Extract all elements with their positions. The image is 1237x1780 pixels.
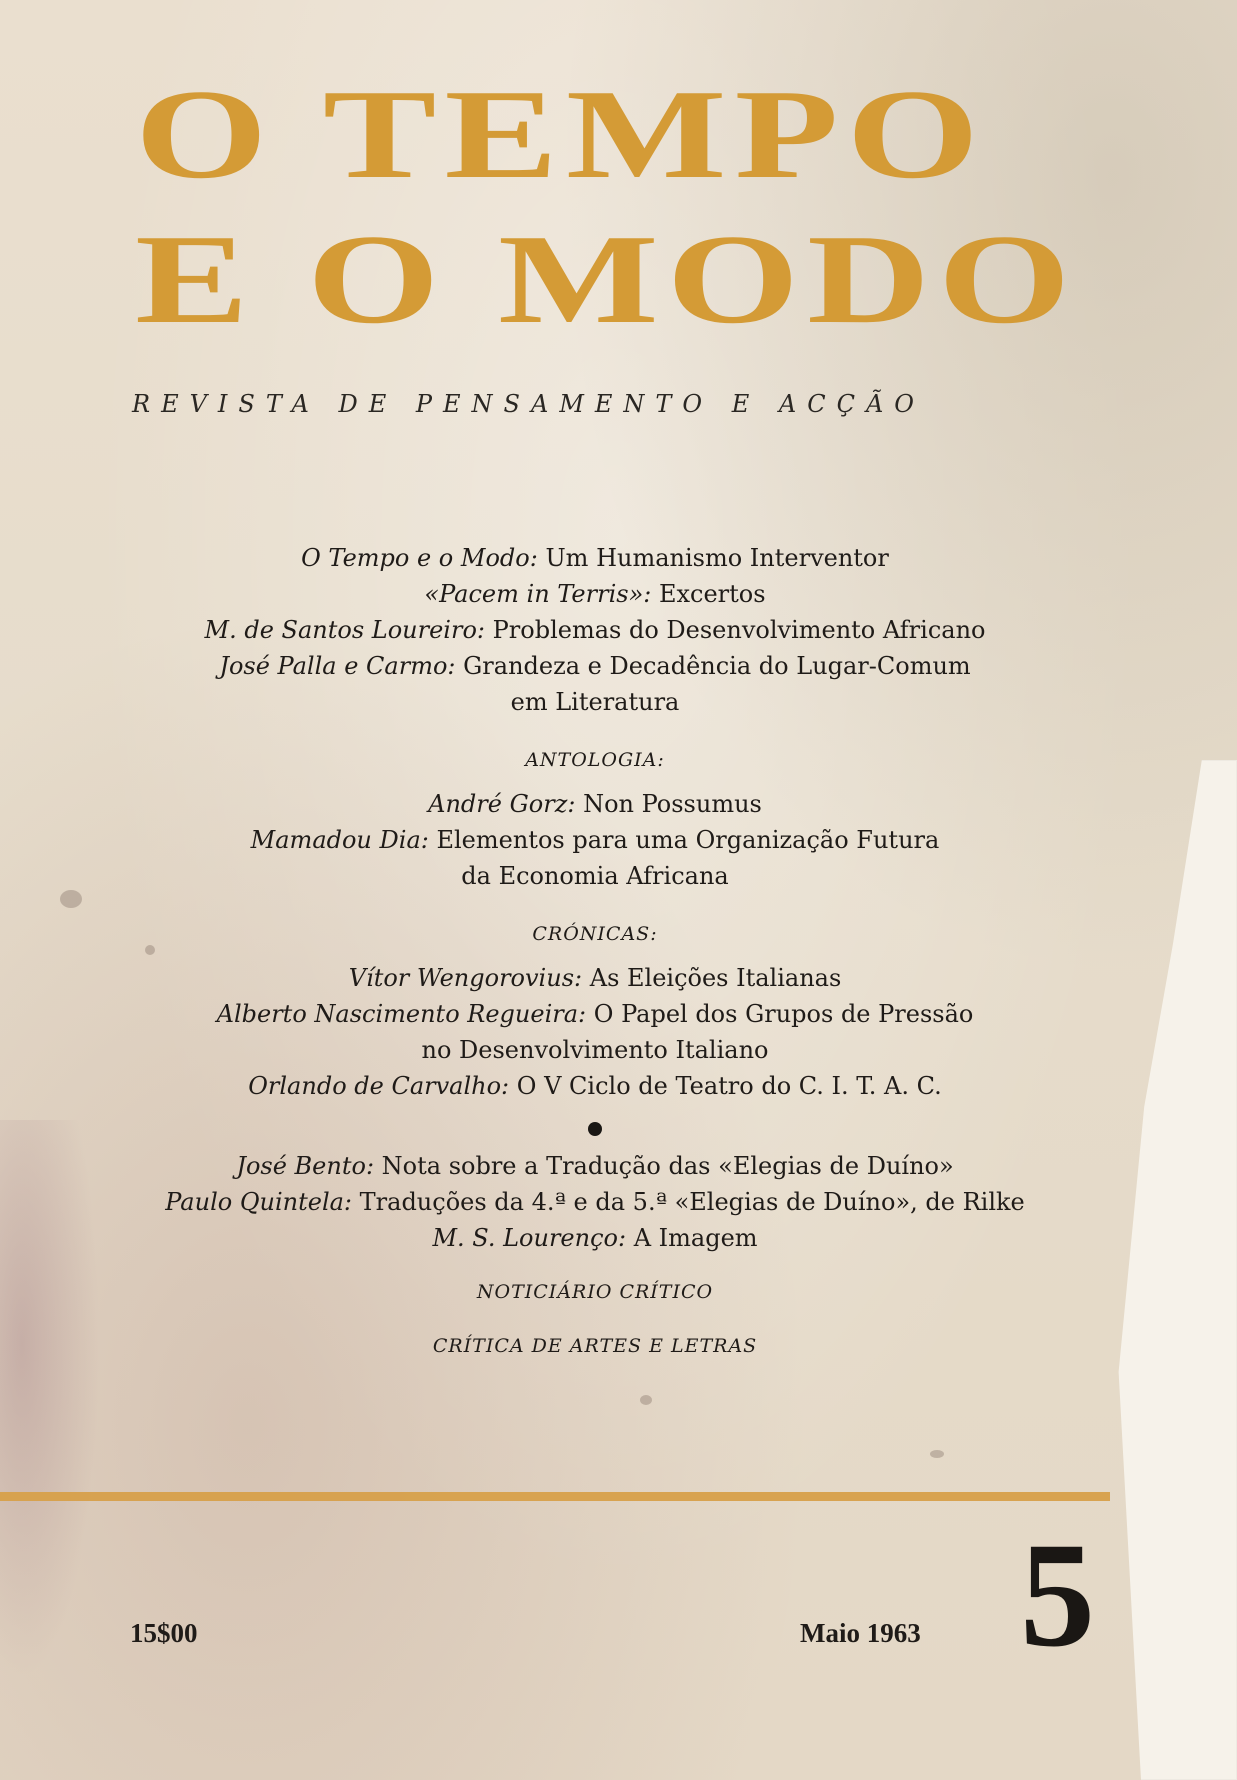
- toc-entry: [105, 540, 1085, 576]
- horizontal-rule: [0, 1492, 1110, 1501]
- toc-title: Nota sobre a Tradução das «Elegias de Duíno»: [381, 1152, 954, 1180]
- masthead-line-2: E O MODO: [135, 208, 1079, 350]
- issue-number: 5: [1020, 1512, 1095, 1678]
- toc-continuation: no Desenvolvimento Italiano: [421, 1036, 769, 1064]
- toc-entry: [105, 822, 1085, 858]
- toc-author: Orlando de Carvalho:: [248, 1072, 510, 1100]
- paper-speck: [640, 1395, 652, 1405]
- section-noticiario: NOTICIÁRIO CRÍTICO: [476, 1281, 714, 1303]
- toc-title: Non Possumus: [583, 790, 762, 818]
- toc-author: Vítor Wengorovius:: [348, 964, 583, 992]
- toc-author: M. de Santos Loureiro:: [204, 616, 485, 644]
- bullet-separator: [588, 1122, 602, 1136]
- toc-entry: [105, 960, 1085, 996]
- spacer: [105, 894, 1085, 900]
- toc-entry: [105, 1148, 1085, 1184]
- toc-continuation: da Economia Africana: [461, 862, 729, 890]
- toc-title: Excertos: [658, 580, 766, 608]
- table-of-contents: [105, 540, 1085, 1364]
- toc-entry: [105, 1220, 1085, 1256]
- toc-entry: [105, 648, 1085, 684]
- paper-speck: [145, 945, 155, 955]
- paper-speck: [60, 890, 82, 908]
- masthead-line-1: O TEMPO: [135, 63, 987, 205]
- section-critica: CRÍTICA DE ARTES E LETRAS: [432, 1335, 758, 1357]
- toc-title: O Papel dos Grupos de Pressão: [593, 1000, 974, 1028]
- section-heading-antologia: ANTOLOGIA:: [525, 749, 665, 771]
- toc-title: A Imagem: [633, 1224, 758, 1252]
- toc-continuation: em Literatura: [510, 688, 680, 716]
- toc-title: O V Ciclo de Teatro do C. I. T. A. C.: [516, 1072, 942, 1100]
- toc-entry: [105, 1184, 1085, 1220]
- paper-speck: [930, 1450, 944, 1458]
- toc-title: As Eleições Italianas: [589, 964, 842, 992]
- toc-author: Alberto Nascimento Regueira:: [216, 1000, 587, 1028]
- toc-author: Paulo Quintela:: [165, 1188, 353, 1216]
- torn-edge: [1077, 760, 1237, 1780]
- toc-title: Elementos para uma Organização Futura: [436, 826, 940, 854]
- magazine-subtitle: REVISTA DE PENSAMENTO E ACÇÃO: [132, 390, 925, 418]
- toc-author: José Bento:: [236, 1152, 375, 1180]
- toc-entry: [105, 576, 1085, 612]
- toc-author: O Tempo e o Modo:: [301, 544, 538, 572]
- toc-title: Traduções da 4.ª e da 5.ª «Elegias de Duíno», de Rilke: [359, 1188, 1025, 1216]
- section-heading-cronicas: CRÓNICAS:: [532, 923, 658, 945]
- toc-title: Problemas do Desenvolvimento Africano: [492, 616, 986, 644]
- toc-entry: [105, 612, 1085, 648]
- toc-entry: [105, 996, 1085, 1032]
- toc-title: Grandeza e Decadência do Lugar-Comum: [463, 652, 971, 680]
- issue-date: Maio 1963: [800, 1618, 921, 1648]
- paper-stain: [0, 1120, 100, 1680]
- toc-author: M. S. Lourenço:: [432, 1224, 627, 1252]
- toc-title: Um Humanismo Interventor: [545, 544, 889, 572]
- toc-author: Mamadou Dia:: [250, 826, 429, 854]
- price-label: 15$00: [130, 1618, 198, 1648]
- toc-author: André Gorz:: [428, 790, 576, 818]
- toc-entry: [105, 1068, 1085, 1104]
- toc-entry: [105, 786, 1085, 822]
- toc-author: José Palla e Carmo:: [219, 652, 456, 680]
- toc-author: «Pacem in Terris»:: [424, 580, 652, 608]
- spacer: [105, 720, 1085, 726]
